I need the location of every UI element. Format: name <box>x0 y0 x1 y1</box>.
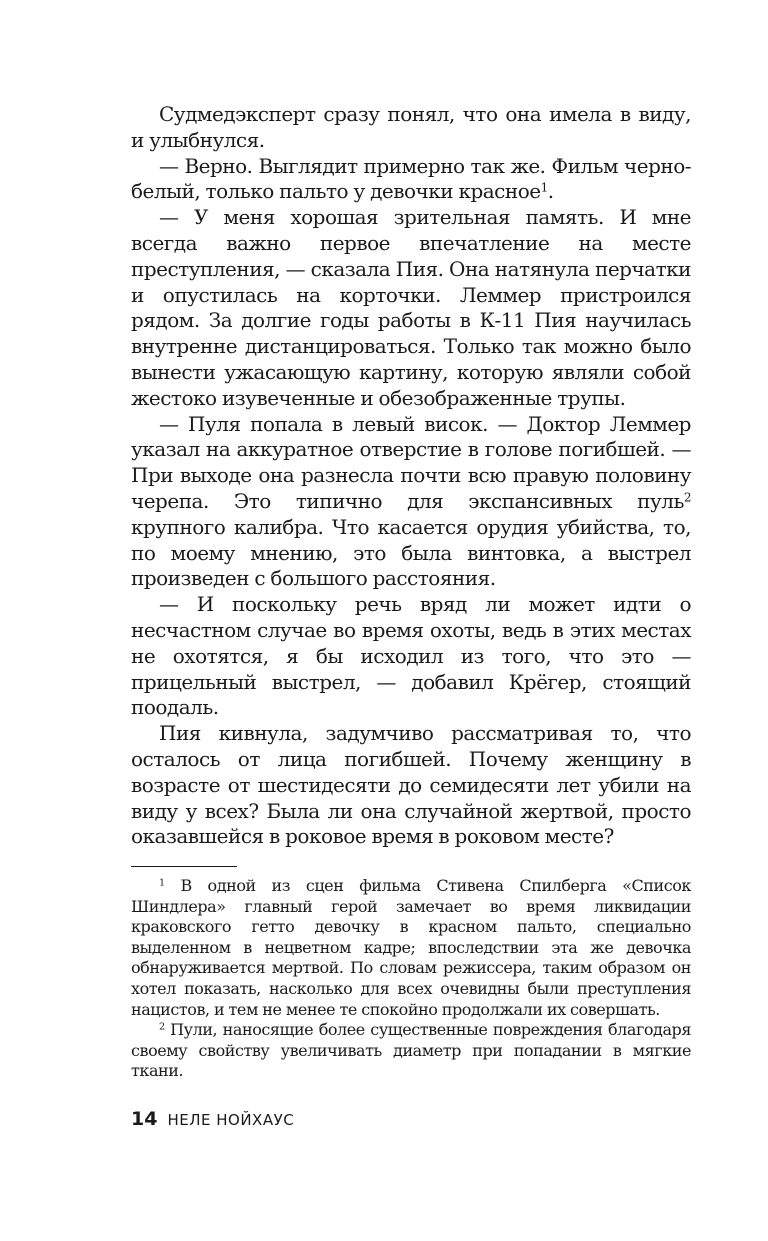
paragraph: Пия кивнула, задумчиво рассматривая то, что осталось от лица погибшей. Почему женщину в возрасте от шестидесяти до семидесяти лет убили на виду у всех? Была ли она случайной жертвой, просто оказавшейся в роковое время в роковом месте? <box>131 721 691 849</box>
running-author: НЕЛЕ НОЙХАУС <box>167 1111 295 1129</box>
paragraph: — Пуля попала в левый висок. — Доктор Леммер указал на аккуратное отверстие в голове погибшей. — При выходе она разнесла почти всю правую половину черепа. Это типично для экспансивных пуль$^2$ крупного калибра. Что касается орудия убийства, то, по моему мнению, это была винтовка, а выстрел произведен с большого расстояния. <box>131 411 691 591</box>
paragraph: — И поскольку речь вряд ли может идти о несчастном случае во время охоты, ведь в этих местах не охотятся, я бы исходил из того, что это — прицельный выстрел, — добавил Крёгер, стоящий поодаль. <box>131 592 691 720</box>
main-text <box>131 102 691 850</box>
page-footer <box>131 1108 294 1130</box>
paragraph: — У меня хорошая зрительная память. И мне всегда важно первое впечатление на месте преступления, — сказала Пия. Она натянула перчатки и опустилась на корточки. Леммер пристроился рядом. За долгие годы работы в К-11 Пия научилась внутренне дистанцироваться. Только так можно было вынести ужасающую картину, которую являли собой жестоко изувеченные и обезображенные трупы. <box>131 205 691 410</box>
footnote-ref: 1 <box>540 180 548 195</box>
footnote-divider <box>131 866 237 867</box>
footnote: $^1$ В одной из сцен фильма Стивена Спилберга «Список Шиндлера» главный герой замечает во время ликвидации краковского гетто девочку в красном пальто, специально выделенном в нецветном кадре; впоследствии эта же девочка обнаруживается мертвой. По словам режиссера, таким образом он хотел показать, насколько для всех очевидны были преступления нацистов, и тем не менее те спокойно продолжали их совершать. <box>131 876 691 1019</box>
footnotes <box>131 876 691 1082</box>
footnote-ref: 2 <box>683 490 691 505</box>
footnote: $^2$ Пули, наносящие более существенные повреждения благодаря своему свойству увеличивать диаметр при попадании в мягкие ткани. <box>131 1020 691 1081</box>
footnote-marker: 2 <box>159 1021 165 1033</box>
page-number: 14 <box>131 1108 158 1130</box>
paragraph: Судмедэксперт сразу понял, что она имела в виду, и улыбнулся. <box>131 102 691 152</box>
footnote-marker: 1 <box>159 877 165 889</box>
paragraph: — Верно. Выглядит примерно так же. Фильм черно-белый, только пальто у девочки красное$^1$. <box>131 153 691 204</box>
